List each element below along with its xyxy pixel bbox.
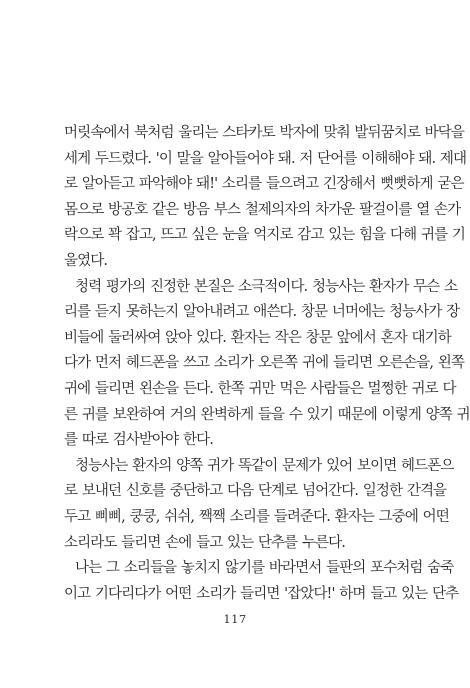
page-number: 117 (223, 612, 247, 626)
text-line: 소리라도 들리면 손에 들고 있는 단추를 누른다. (64, 534, 345, 551)
text-line: 리를 듣지 못하는지 알아내려고 애쓴다. 창문 너머에는 청능사가 장 (64, 304, 460, 321)
text-line: 청력 평가의 진정한 본질은 소극적이다. 청능사는 환자가 무슨 소 (75, 278, 458, 295)
text-line: 머릿속에서 북처럼 울리는 스타카토 박자에 맞춰 발뒤꿈치로 바닥을 (64, 125, 464, 141)
text-line: 울였다. (64, 252, 108, 269)
text-line: 를 따로 검사받아야 한다. (64, 432, 213, 449)
text-line: 락으로 꽉 잡고, 뜨고 싶은 눈을 억지로 감고 있는 힘을 다해 귀를 기 (64, 227, 465, 244)
text-line: 세게 두드렸다. '이 말을 알아들어야 돼. 저 단어를 이해해야 돼. 제대 (64, 150, 467, 167)
text-line: 이고 기다리다가 어떤 소리가 들리면 '잡았다!' 하며 들고 있는 단추 (64, 585, 459, 602)
text-line: 두고 삐삐, 쿵쿵, 쉬쉬, 짹짹 소리를 들려준다. 환자는 그중에 어떤 (64, 508, 449, 525)
text-line: 로 보내던 신호를 중단하고 다음 단계로 넘어간다. 일정한 간격을 (64, 483, 447, 500)
text-line: 른 귀를 보완하여 거의 완벽하게 들을 수 있기 때문에 이렇게 양쪽 귀 (64, 406, 470, 423)
text-line: 청능사는 환자의 양쪽 귀가 똑같이 문제가 있어 보이면 헤드폰으 (75, 457, 454, 474)
text-line: 비들에 둘러싸여 앉아 있다. 환자는 작은 창문 앞에서 혼자 대기하 (64, 329, 451, 346)
text-line: 로 알아듣고 파악해야 돼!' 소리를 들으려고 긴장해서 뻣뻣하게 굳은 (64, 176, 464, 193)
text-line: 나는 그 소리들을 놓치지 않기를 바라면서 들판의 포수처럼 숨죽 (75, 560, 454, 577)
body-text (64, 121, 470, 607)
text-line: 몸으로 방공호 같은 방음 부스 철제의자의 차가운 팔걸이를 열 손가 (64, 201, 461, 218)
text-line: 다가 먼저 헤드폰을 쓰고 소리가 오른쪽 귀에 들리면 오른손을, 왼쪽 (64, 355, 464, 372)
text-line: 귀에 들리면 왼손을 든다. 한쪽 귀만 먹은 사람들은 멀쩡한 귀로 다 (64, 380, 456, 397)
